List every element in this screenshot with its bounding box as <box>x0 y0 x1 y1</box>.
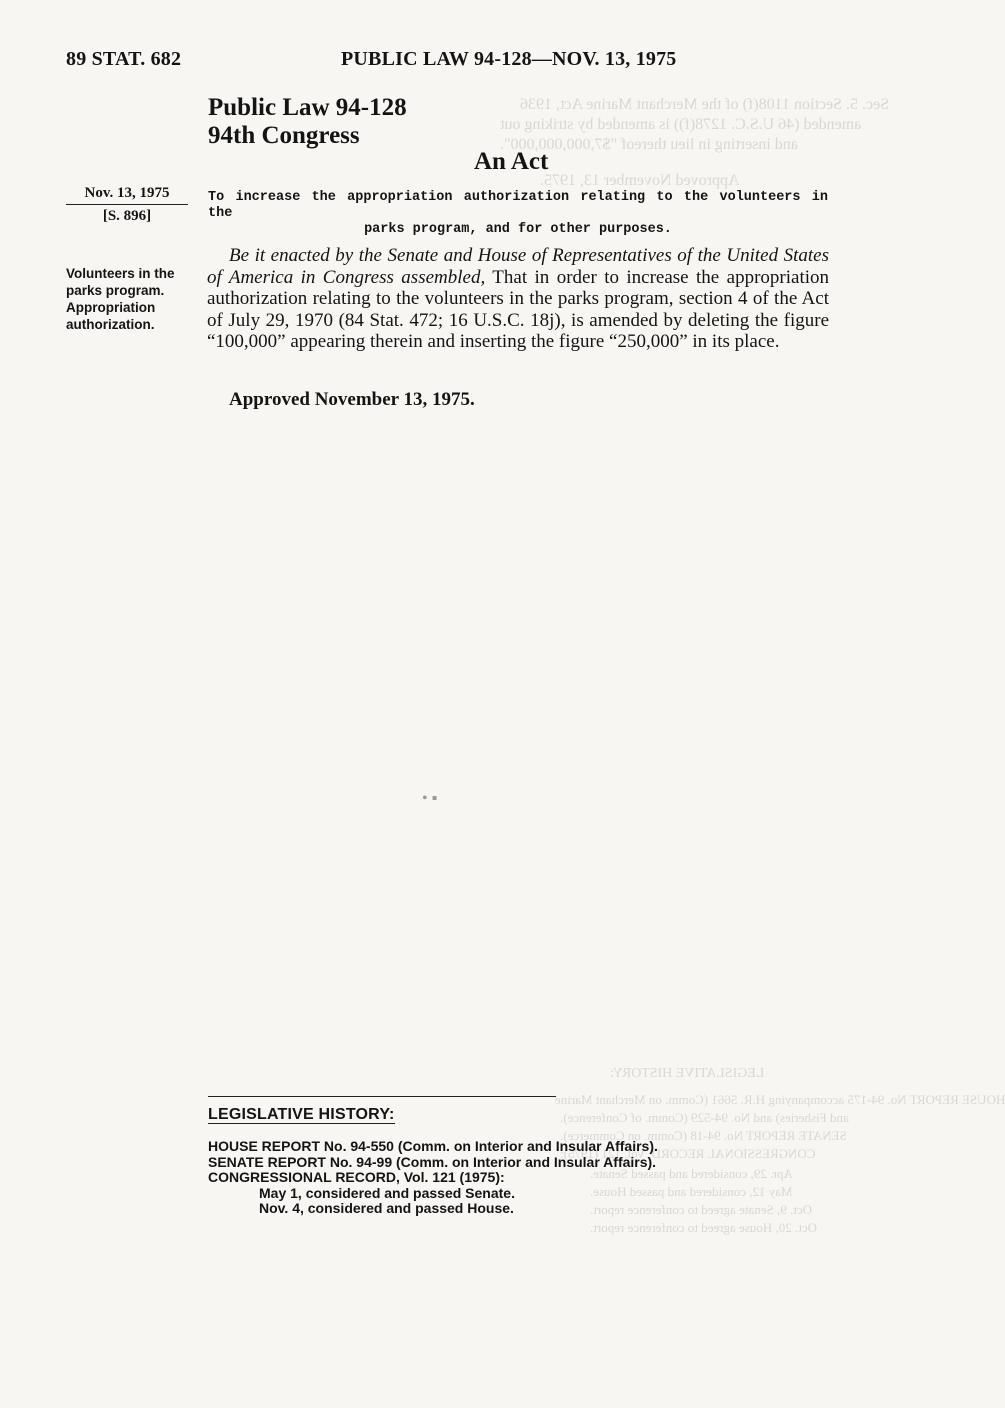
date-divider <box>66 204 188 205</box>
legislative-history-entry: HOUSE REPORT No. 94-550 (Comm. on Interior and Insular Affairs). <box>208 1138 658 1154</box>
approval-date: Approved November 13, 1975. <box>229 389 475 410</box>
show-through-text: and Fisheries) and No. 94-529 (Comm. of Conference). <box>560 1110 849 1125</box>
show-through-text: May 12, considered and passed House. <box>590 1184 793 1199</box>
enactment-date: Nov. 13, 1975 <box>84 185 170 201</box>
legislative-history-entry: CONGRESSIONAL RECORD, Vol. 121 (1975): <box>208 1169 505 1186</box>
show-through-text: Sec. 5. Section 1108(f) of the Merchant Marine Act, 1936 <box>520 96 890 113</box>
congress-number: 94th Congress <box>208 122 360 149</box>
legislative-history-title: LEGISLATIVE HISTORY: <box>208 1106 395 1123</box>
show-through-text: SENATE REPORT No. 94-18 (Comm. on Commerce). <box>560 1128 847 1143</box>
margin-note-line: Appropriation <box>66 300 156 315</box>
purpose-line-2: parks program, and for other purposes. <box>364 222 672 237</box>
show-through-text: Oct. 20, House agreed to conference report. <box>590 1220 818 1235</box>
title-block <box>208 94 407 150</box>
enacting-clause: Be it enacted by the Senate and House of Representatives of the United States of America in Congress assembled, <box>207 245 829 288</box>
margin-note-line: authorization. <box>66 317 155 332</box>
show-through-text: amended (46 U.S.C. 1278(f)) is amended by striking out <box>500 116 862 133</box>
show-through-text: Approved November 13, 1975. <box>540 172 740 189</box>
show-through-text: Apr. 29, considered and passed Senate. <box>590 1166 793 1181</box>
show-through-text: and inserting in lieu thereof "$7,000,000,000". <box>500 136 798 153</box>
act-purpose <box>208 190 828 238</box>
margin-note <box>66 265 194 333</box>
show-through-text: CONGRESSIONAL RECORD, Vol. 121 (1975): <box>560 1146 816 1161</box>
congressional-record-entry: May 1, considered and passed Senate. <box>259 1184 515 1201</box>
purpose-line-1: To increase the appropriation authorization relating to the volunteers in the <box>208 190 828 221</box>
enactment-date-box <box>66 185 188 225</box>
legislative-history-list <box>208 1139 658 1217</box>
congressional-record-entry: Nov. 4, considered and passed House. <box>259 1200 514 1217</box>
stat-citation: 89 STAT. 682 <box>66 48 182 70</box>
public-law-number: Public Law 94-128 <box>208 94 407 121</box>
act-heading: An Act <box>474 148 549 175</box>
act-body <box>207 245 829 353</box>
show-through-text: LEGISLATIVE HISTORY: <box>610 1066 765 1081</box>
show-through-text: Oct. 9, Senate agreed to conference report. <box>590 1202 812 1217</box>
act-text: That in order to increase the appropriation authorization relating to the volunteers in the parks program, section 4 of the Act of July 29, 1970 (84 Stat. 472; 16 U.S.C. 18j), is amended by deleting the figure “100,000” appearing therein and inserting the figure “250,000” in its place. <box>207 266 830 352</box>
running-title: PUBLIC LAW 94-128—NOV. 13, 1975 <box>341 48 677 70</box>
bill-number: [S. 896] <box>102 208 152 224</box>
margin-note-line: Volunteers in the <box>66 266 175 281</box>
margin-note-line: parks program. <box>66 283 165 298</box>
legislative-history-entry: SENATE REPORT No. 94-99 (Comm. on Interior and Insular Affairs). <box>208 1153 657 1170</box>
legislative-history-divider <box>208 1096 556 1097</box>
print-speck: • ▪ <box>422 790 438 807</box>
show-through-text: HOUSE REPORT No. 94-175 accompanying H.R. 5661 (Comm. on Merchant Marine <box>555 1092 1005 1107</box>
